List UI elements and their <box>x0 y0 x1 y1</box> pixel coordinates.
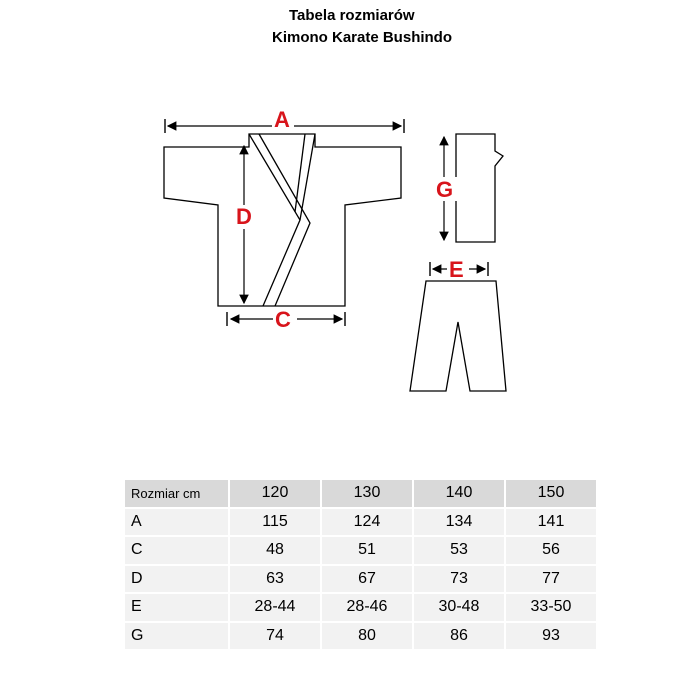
row-label: E <box>125 593 229 622</box>
table-cell: 74 <box>229 622 321 651</box>
table-cell: 134 <box>413 508 505 537</box>
table-row <box>125 565 597 594</box>
table-cell: 28-44 <box>229 593 321 622</box>
table-row <box>125 508 597 537</box>
size-header: 140 <box>413 480 505 508</box>
label-c: C <box>275 307 291 332</box>
label-g: G <box>436 177 454 202</box>
dimension-g <box>434 137 458 240</box>
trousers-side-drawing <box>456 134 503 242</box>
table-cell: 63 <box>229 565 321 594</box>
table-cell: 56 <box>505 536 597 565</box>
table-cell: 124 <box>321 508 413 537</box>
table-row <box>125 536 597 565</box>
row-label: D <box>125 565 229 594</box>
table-cell: 28-46 <box>321 593 413 622</box>
header-label: Rozmiar cm <box>125 480 229 508</box>
table-header-row <box>125 480 597 508</box>
table-cell: 48 <box>229 536 321 565</box>
table-row <box>125 593 597 622</box>
table-cell: 86 <box>413 622 505 651</box>
row-label: G <box>125 622 229 651</box>
table-cell: 33-50 <box>505 593 597 622</box>
page-title: Tabela rozmiarów <box>289 7 415 24</box>
dimension-c <box>227 307 345 332</box>
table-cell: 115 <box>229 508 321 537</box>
table-cell: 77 <box>505 565 597 594</box>
row-label: C <box>125 536 229 565</box>
table-cell: 73 <box>413 565 505 594</box>
size-table <box>125 480 598 651</box>
table-cell: 51 <box>321 536 413 565</box>
page-subtitle: Kimono Karate Bushindo <box>272 29 453 46</box>
table-cell: 80 <box>321 622 413 651</box>
label-e: E <box>449 257 464 282</box>
trousers-front-drawing <box>410 281 506 391</box>
row-label: A <box>125 508 229 537</box>
table-cell: 53 <box>413 536 505 565</box>
dimension-e <box>430 257 488 282</box>
size-header: 150 <box>505 480 597 508</box>
jacket-drawing <box>164 134 401 306</box>
label-d: D <box>236 204 252 229</box>
size-header: 120 <box>229 480 321 508</box>
table-cell: 141 <box>505 508 597 537</box>
label-a: A <box>274 107 290 132</box>
size-header: 130 <box>321 480 413 508</box>
table-cell: 93 <box>505 622 597 651</box>
table-row <box>125 622 597 651</box>
table-cell: 30-48 <box>413 593 505 622</box>
dimension-a <box>165 107 404 133</box>
table-cell: 67 <box>321 565 413 594</box>
dimension-d <box>234 146 256 303</box>
